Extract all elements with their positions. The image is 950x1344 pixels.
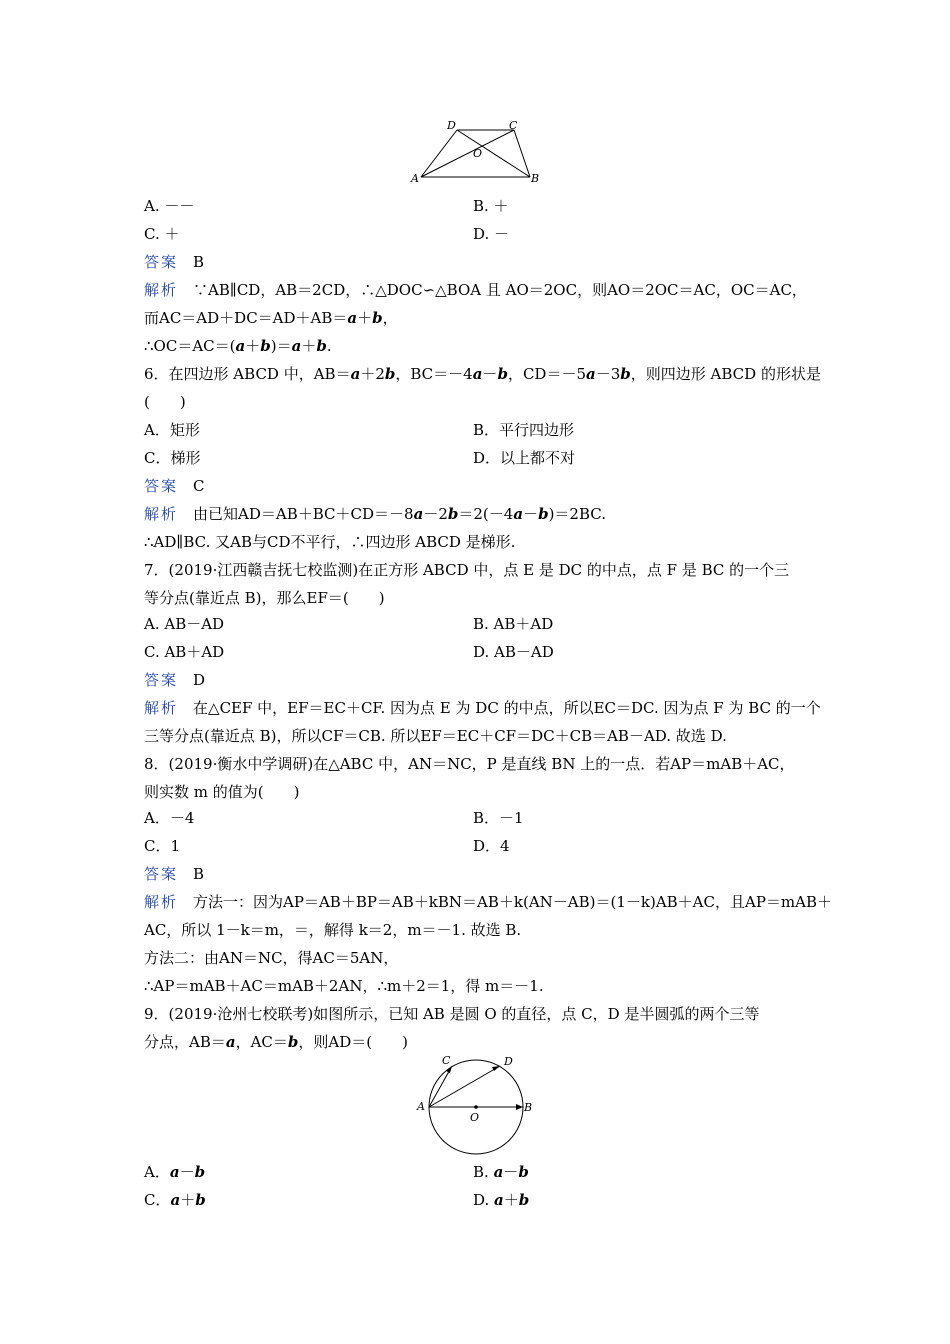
q6-option-a: A．矩形	[144, 421, 200, 439]
q5-option-c: C. ＋	[144, 225, 180, 243]
q7-analysis-line-1: 解析 在△CEF 中，EF＝EC＋CF. 因为点 E 为 DC 的中点，所以EC＝DC. 因为点 F 为 BC 的一个	[144, 699, 821, 717]
q9-question-line-2: 分点，AB＝a，AC＝b，则AD＝( )	[144, 1033, 408, 1051]
point-label-b: B	[524, 1101, 533, 1114]
answer-label: 答案	[144, 253, 179, 271]
point-label-b: B	[531, 172, 540, 185]
q7-option-c: C. AB＋AD	[144, 643, 225, 661]
q5-analysis-line-2: 而AC＝AD＋DC＝AD＋AB＝a＋b，	[144, 309, 398, 327]
q8-analysis-line-3: 方法二：由AN＝NC，得AC＝5AN，	[144, 949, 399, 967]
q6-question-line-2: ( )	[144, 393, 186, 411]
point-label-c: C	[509, 119, 518, 132]
analysis-label: 解析	[144, 281, 179, 299]
answer-value: B	[193, 253, 205, 271]
q8-option-a: A．－4	[144, 809, 195, 827]
q7-option-a: A. AB－AD	[144, 615, 225, 633]
q7-question-line-2: 等分点(靠近点 B)，那么EF＝( )	[144, 589, 385, 607]
q6-question-line-1: 6．在四边形 ABCD 中，AB＝a＋2b，BC＝－4a－b，CD＝－5a－3b，则四边形 ABCD 的形状是	[144, 365, 821, 383]
q8-option-b: B．－1	[473, 809, 524, 827]
answer-label: 答案	[144, 477, 179, 495]
q6-answer-line	[144, 476, 205, 496]
q5-analysis-line-3: ∴OC＝AC＝(a＋b)＝a＋b.	[144, 337, 332, 355]
q6-analysis-line-2: ∴AD∥BC. 又AB与CD不平行，∴四边形 ABCD 是梯形.	[144, 533, 516, 551]
answer-value: B	[193, 865, 205, 883]
q8-analysis-line-1: 解析 方法一：因为AP＝AB＋BP＝AB＋kBN＝AB＋k(AN－AB)＝(1－k)AB＋AC，且AP＝mAB＋	[144, 893, 832, 911]
q5-option-d: D. －	[473, 225, 510, 243]
q7-question-line-1: 7．(2019·江西赣吉抚七校监测)在正方形 ABCD 中，点 E 是 DC 的中点，点 F 是 BC 的一个三	[144, 561, 790, 579]
q8-answer-line	[144, 864, 204, 884]
q7-analysis-line-2: 三等分点(靠近点 B)，所以CF＝CB. 所以EF＝EC＋CF＝DC＋CB＝AB－AD. 故选 D.	[144, 727, 727, 745]
q7-option-b: B. AB＋AD	[473, 615, 554, 633]
q8-analysis-line-2: AC，所以 1－k＝m，＝，解得 k＝2，m＝－1. 故选 B.	[144, 921, 522, 939]
q9-question-line-1: 9．(2019·沧州七校联考)如图所示，已知 AB 是圆 O 的直径，点 C，D 是半圆弧的两个三等	[144, 1005, 760, 1023]
trapezoid-figure	[405, 118, 555, 188]
q6-option-c: C．梯形	[144, 449, 201, 467]
q8-analysis-line-4: ∴AP＝mAB＋AC＝mAB＋2AN，∴m＋2＝1，得 m＝－1.	[144, 977, 544, 995]
point-label-a: A	[411, 172, 419, 185]
circle-figure	[412, 1052, 542, 1156]
q7-option-d: D. AB－AD	[473, 643, 554, 661]
answer-value: C	[193, 477, 205, 495]
analysis-label: 解析	[144, 893, 179, 911]
q6-analysis-line-1: 解析 由已知AD＝AB＋BC＋CD＝－8a－2b＝2(－4a－b)＝2BC.	[144, 505, 606, 523]
answer-value: D	[193, 671, 206, 689]
q5-option-a: A. －－	[144, 197, 195, 215]
analysis-label: 解析	[144, 505, 179, 523]
q5-option-b: B. ＋	[473, 197, 509, 215]
point-label-d: D	[447, 119, 456, 132]
q8-option-c: C．1	[144, 837, 181, 855]
analysis-label: 解析	[144, 699, 179, 717]
point-label-o: O	[470, 1111, 480, 1124]
point-label-c: C	[442, 1054, 451, 1067]
q9-option-a: A．a－b	[144, 1163, 206, 1181]
q9-option-d: D. a＋b	[473, 1191, 530, 1209]
q6-option-b: B．平行四边形	[473, 421, 575, 439]
q9-option-c: C．a＋b	[144, 1191, 206, 1209]
q5-analysis-line-1: 解析 ∵AB∥CD，AB＝2CD，∴△DOC∽△BOA 且 AO＝2OC，则AO＝2OC＝AC，OC＝AC，	[144, 281, 807, 299]
point-label-o: O	[473, 147, 483, 160]
answer-label: 答案	[144, 865, 179, 883]
q8-question-line-2: 则实数 m 的值为( )	[144, 783, 300, 801]
q8-question-line-1: 8．(2019·衡水中学调研)在△ABC 中，AN＝NC，P 是直线 BN 上的一点．若AP＝mAB＋AC，	[144, 755, 795, 773]
q6-option-d: D．以上都不对	[473, 449, 576, 467]
point-label-d: D	[504, 1055, 513, 1068]
q7-answer-line	[144, 670, 205, 690]
point-label-a: A	[417, 1100, 425, 1113]
q8-option-d: D．4	[473, 837, 510, 855]
q5-answer-line	[144, 252, 204, 272]
answer-label: 答案	[144, 671, 179, 689]
q9-option-b: B. a－b	[473, 1163, 529, 1181]
